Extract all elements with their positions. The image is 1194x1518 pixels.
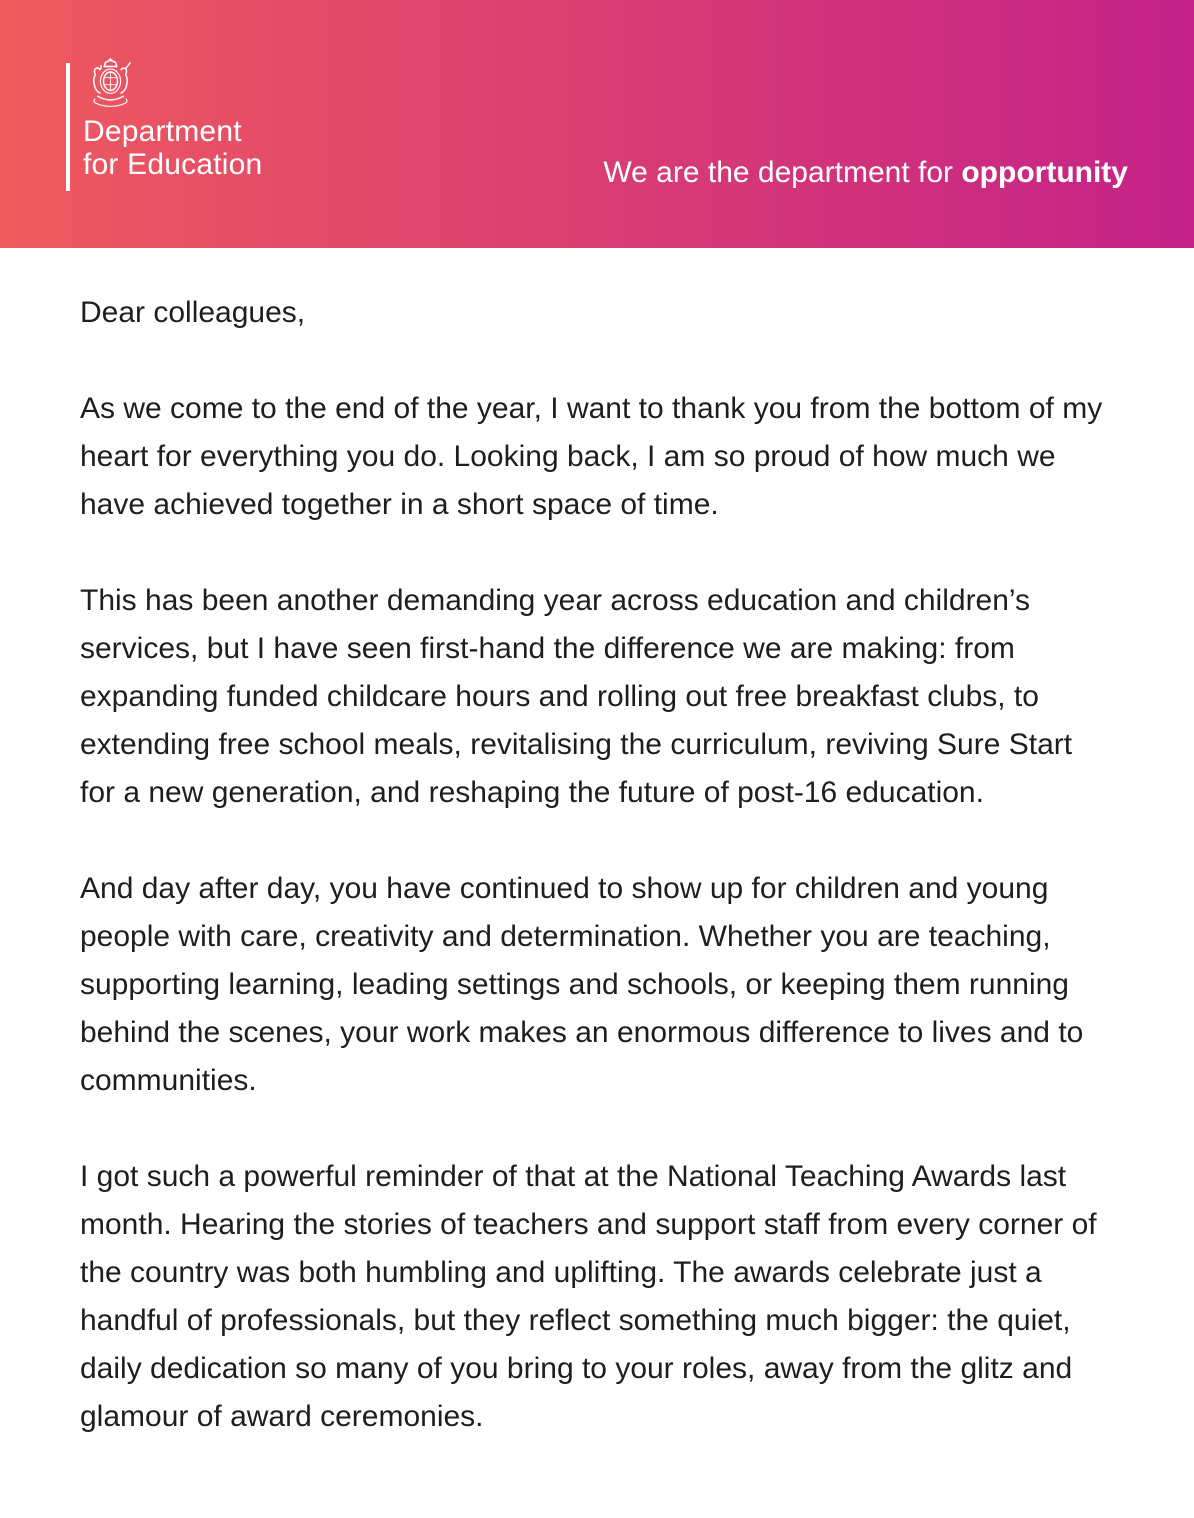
logo-title-line1: Department <box>83 115 242 148</box>
tagline-prefix: We are the department for <box>603 156 962 189</box>
logo-title-line2: for Education <box>83 148 263 181</box>
dfe-logo <box>66 58 262 191</box>
letter-paragraph: And day after day, you have continued to show up for children and young people with care, creativity and determination. Whether you are teaching, supporting learning, leading settings and schools, or keeping them running behind the scenes, your work makes an enormous difference to lives and to communities. <box>80 872 1084 1097</box>
salutation: Dear colleagues, <box>80 296 306 329</box>
logo-title <box>83 115 262 181</box>
logo-divider-bar <box>66 63 70 191</box>
royal-coat-of-arms-icon <box>83 58 262 108</box>
letter-paragraph: I got such a powerful reminder of that at the National Teaching Awards last month. Hearing the stories of teachers and support staff from every corner of the country was both humbling and uplifting. The awards celebrate just a handful of professionals, but they reflect something much bigger: the quiet, daily dedication so many of you bring to your roles, away from the glitz and glamour of award ceremonies. <box>80 1160 1097 1433</box>
letter-paragraph: As we come to the end of the year, I want to thank you from the bottom of my heart for everything you do. Looking back, I am so proud of how much we have achieved together in a short space of time. <box>80 392 1103 521</box>
letter-paragraph: This has been another demanding year across education and children’s services, but I have seen first-hand the difference we are making: from expanding funded childcare hours and rolling out free breakfast clubs, to extending free school meals, revitalising the curriculum, reviving Sure Start for a new generation, and reshaping the future of post-16 education. <box>80 584 1073 809</box>
tagline-emphasis: opportunity <box>961 156 1128 189</box>
banner-tagline <box>603 156 1128 190</box>
logo-content <box>83 58 262 181</box>
letter-body <box>0 248 1194 1461</box>
dfe-banner <box>0 0 1194 248</box>
